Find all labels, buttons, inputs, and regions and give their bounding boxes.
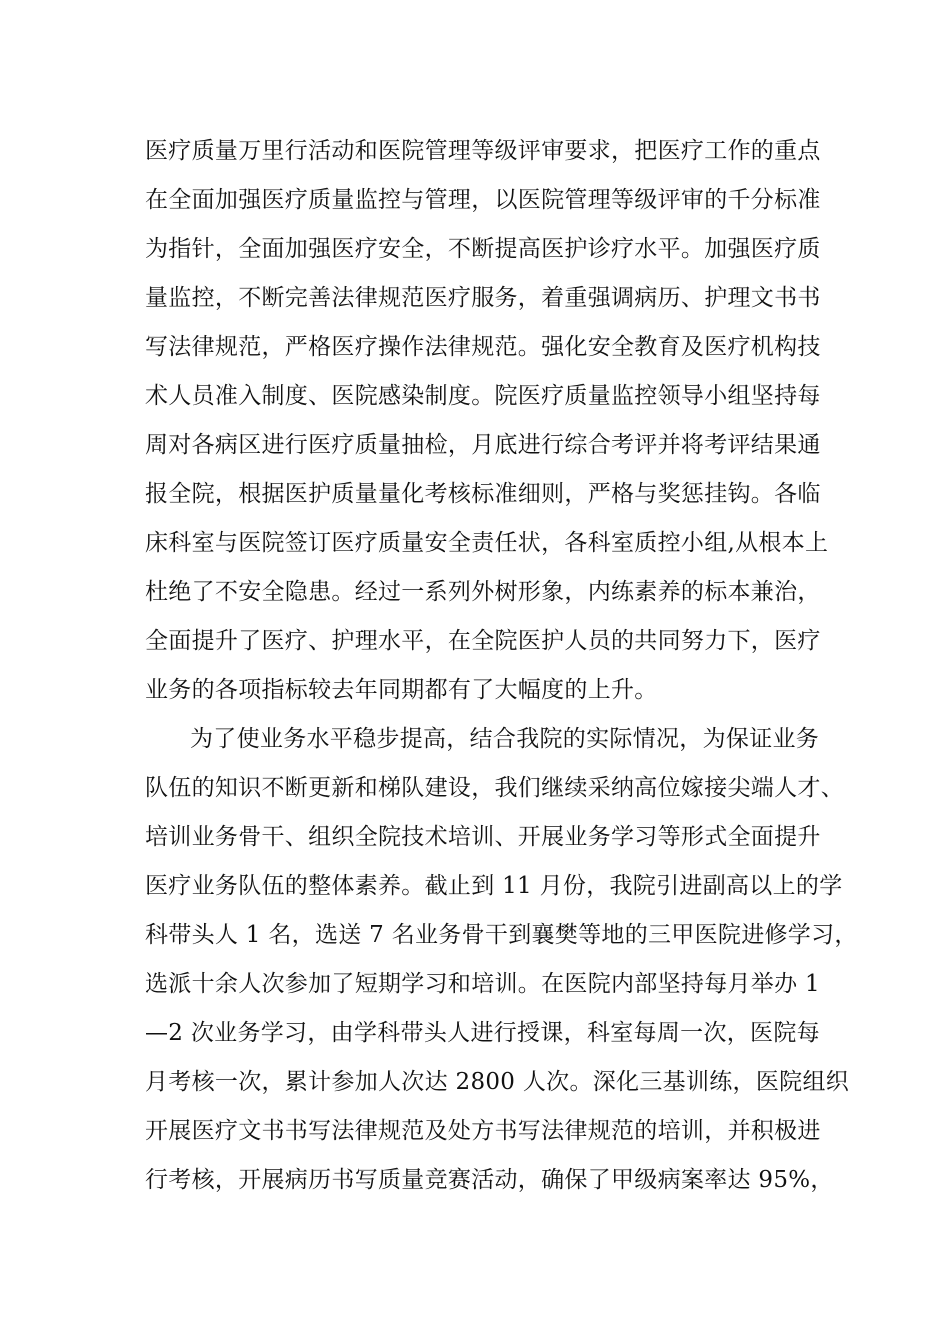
text-line: 培训业务骨干、组织全院技术培训、开展业务学习等形式全面提升 xyxy=(145,824,821,850)
text-line: 床科室与医院签订医疗质量安全责任状，各科室质控小组,从根本上 xyxy=(145,530,829,556)
text-line: 选派十余人次参加了短期学习和培训。在医院内部坚持每月举办 1 xyxy=(145,971,820,997)
text-line: 医疗质量万里行活动和医院管理等级评审要求，把医疗工作的重点 xyxy=(145,138,821,164)
text-line: 行考核，开展病历书写质量竞赛活动，确保了甲级病案率达 95%， xyxy=(145,1167,834,1193)
text-line: 周对各病区进行医疗质量抽检，月底进行综合考评并将考评结果通 xyxy=(145,432,821,458)
text-line: 写法律规范，严格医疗操作法律规范。强化安全教育及医疗机构技 xyxy=(145,334,821,360)
text-line: —2 次业务学习，由学科带头人进行授课，科室每周一次，医院每 xyxy=(145,1020,820,1046)
text-line: 为指针，全面加强医疗安全，不断提高医护诊疗水平。加强医疗质 xyxy=(145,236,821,262)
text-line: 月考核一次，累计参加人次达 2800 人次。深化三基训练，医院组织 xyxy=(145,1069,850,1095)
text-line: 开展医疗文书书写法律规范及处方书写法律规范的培训，并积极进 xyxy=(145,1118,821,1144)
text-line: 全面提升了医疗、护理水平，在全院医护人员的共同努力下，医疗 xyxy=(145,628,821,654)
text-line: 在全面加强医疗质量监控与管理，以医院管理等级评审的千分标准 xyxy=(145,187,821,213)
paragraph-first-line: 为了使业务水平稳步提高，结合我院的实际情况，为保证业务 xyxy=(190,726,820,752)
text-line: 队伍的知识不断更新和梯队建设，我们继续采纳高位嫁接尖端人才、 xyxy=(145,775,844,801)
text-line: 医疗业务队伍的整体素养。截止到 11 月份，我院引进副高以上的学 xyxy=(145,873,843,899)
text-line: 业务的各项指标较去年同期都有了大幅度的上升。 xyxy=(145,677,658,703)
text-line: 杜绝了不安全隐患。经过一系列外树形象，内练素养的标本兼治， xyxy=(145,579,821,605)
text-line: 术人员准入制度、医院感染制度。院医疗质量监控领导小组坚持每 xyxy=(145,383,821,409)
text-line: 科带头人 1 名，选送 7 名业务骨干到襄樊等地的三甲医院进修学习， xyxy=(145,922,858,948)
text-line: 报全院，根据医护质量量化考核标准细则，严格与奖惩挂钩。各临 xyxy=(145,481,821,507)
text-line: 量监控，不断完善法律规范医疗服务，着重强调病历、护理文书书 xyxy=(145,285,821,311)
